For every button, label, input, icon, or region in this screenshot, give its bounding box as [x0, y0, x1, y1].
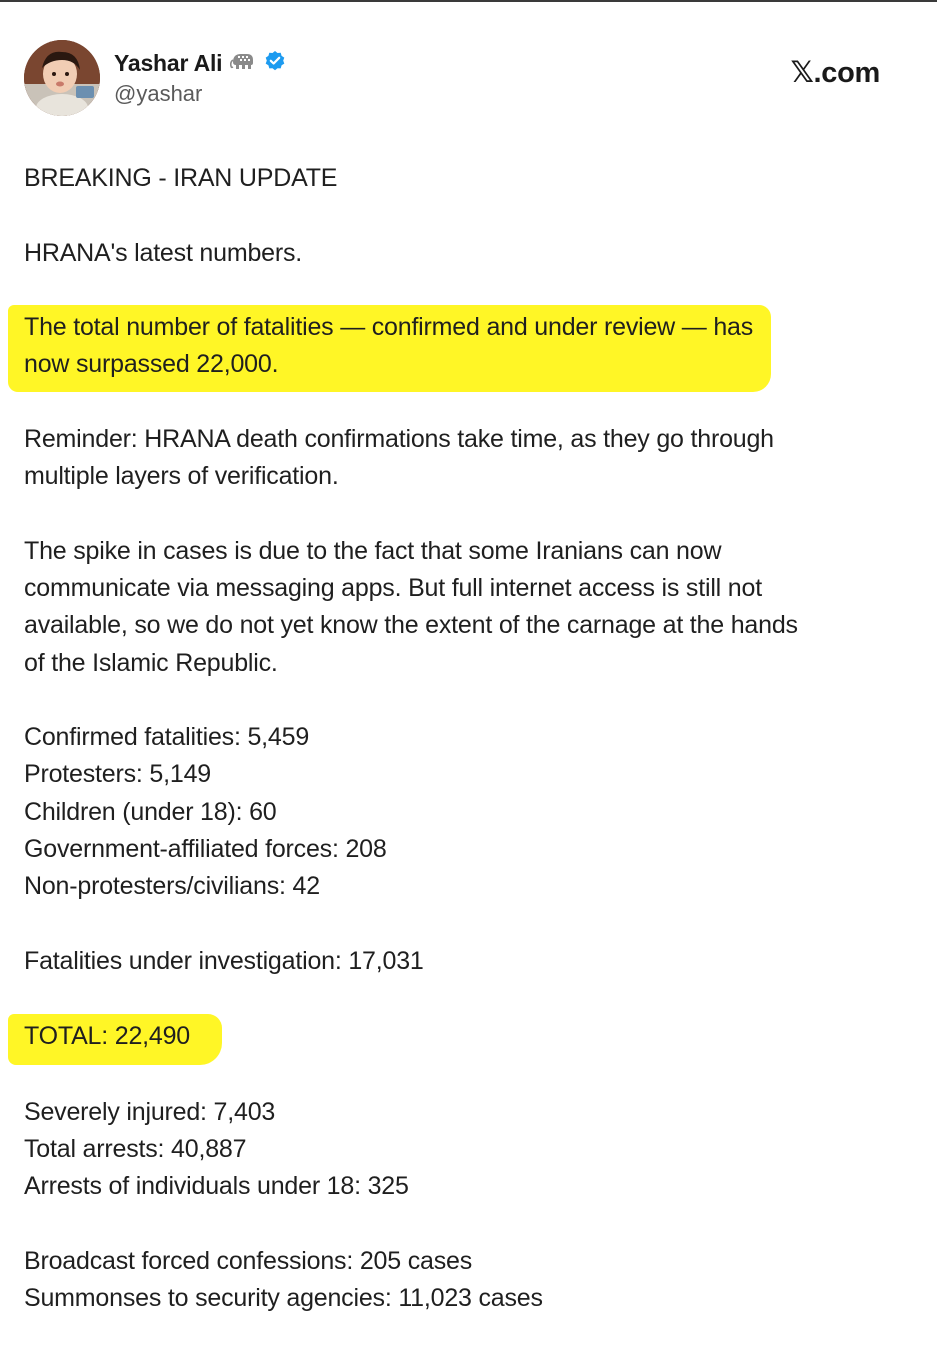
post-paragraph: [24, 421, 904, 496]
text-line: The spike in cases is due to the fact that some Iranians can now: [24, 536, 722, 565]
verified-icon: [264, 50, 286, 77]
text-line: Reminder: HRANA death confirmations take time, as they go through: [24, 424, 774, 453]
text-line: TOTAL: 22,490: [24, 1021, 191, 1050]
text-line: Total arrests: 40,887: [24, 1135, 247, 1164]
text-line: BREAKING - IRAN UPDATE: [24, 164, 338, 192]
text-line: now surpassed 22,000.: [24, 350, 279, 379]
text-line: Government-affiliated forces: 208: [24, 835, 387, 864]
text-line: communicate via messaging apps. But full internet access is still not: [24, 573, 762, 602]
post-paragraph: [24, 1094, 904, 1206]
text-line: Severely injured: 7,403: [24, 1097, 276, 1126]
text-line: of the Islamic Republic.: [24, 648, 278, 677]
text-line: Summonses to security agencies: 11,023 cases: [24, 1284, 543, 1313]
text-line: Arrests of individuals under 18: 325: [24, 1172, 409, 1201]
post-paragraph: [24, 943, 904, 980]
text-line: The total number of fatalities — confirmed and under review — has: [24, 313, 754, 342]
highlighted-paragraph: [24, 305, 904, 392]
text-line: Broadcast forced confessions: 205 cases: [24, 1247, 473, 1276]
post-paragraph: [24, 533, 904, 682]
author-handle[interactable]: @yashar: [114, 81, 203, 106]
post-paragraph: [24, 1243, 904, 1318]
post-header: [24, 40, 904, 120]
post-paragraph: [24, 235, 904, 272]
elephant-icon: [230, 51, 256, 76]
avatar[interactable]: [24, 40, 100, 116]
post-text: [24, 160, 904, 1355]
text-line: HRANA's latest numbers.: [24, 238, 303, 267]
text-line: Protesters: 5,149: [24, 760, 211, 789]
text-line: Non-protesters/civilians: 42: [24, 872, 320, 901]
highlighted-paragraph: [24, 1014, 904, 1065]
text-line: multiple layers of verification.: [24, 462, 339, 491]
text-highlight: [8, 305, 771, 392]
top-border: [0, 0, 937, 2]
text-line: Confirmed fatalities: 5,459: [24, 723, 310, 752]
avatar-image: [24, 40, 100, 116]
site-label: 𝕏.com: [790, 57, 880, 89]
display-name[interactable]: Yashar Ali: [114, 49, 223, 76]
post-paragraph: [24, 160, 904, 197]
post-paragraph: [24, 719, 904, 905]
text-line: Children (under 18): 60: [24, 797, 277, 826]
text-line: available, so we do not yet know the extent of the carnage at the hands: [24, 611, 798, 640]
name-row: [114, 48, 286, 78]
text-line: Fatalities under investigation: 17,031: [24, 946, 424, 975]
text-highlight: [8, 1014, 222, 1065]
